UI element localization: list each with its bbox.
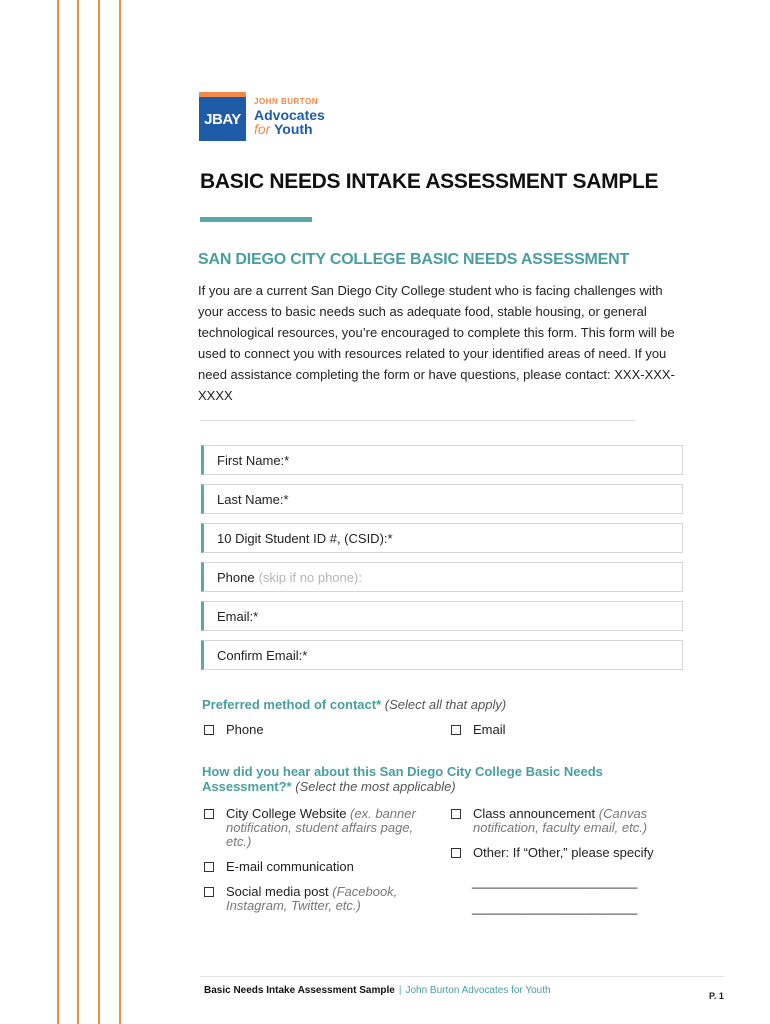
student-id-field[interactable] xyxy=(201,523,683,553)
question-label: Preferred method of contact* xyxy=(202,697,382,712)
referral-option-social[interactable] xyxy=(204,885,414,913)
option-label: E-mail communication xyxy=(226,859,354,874)
option-note: (Facebook, Instagram, Twitter, etc.) xyxy=(226,884,398,913)
checkbox-icon[interactable] xyxy=(451,725,461,735)
other-specify-line[interactable]: ______________________ xyxy=(472,900,638,915)
logo-line-3 xyxy=(254,122,325,136)
footer-doc-name: Basic Needs Intake Assessment Sample xyxy=(204,985,395,996)
section-title: SAN DIEGO CITY COLLEGE BASIC NEEDS ASSESSMENT xyxy=(198,251,630,268)
email-field[interactable] xyxy=(201,601,683,631)
checkbox-icon[interactable] xyxy=(204,809,214,819)
option-label: Other: If “Other,” please specify xyxy=(473,845,654,860)
field-label: 10 Digit Student ID #, (CSID):* xyxy=(217,530,393,546)
logo-mark: JBAY xyxy=(199,92,246,141)
checkbox-icon[interactable] xyxy=(204,887,214,897)
logo-wordmark xyxy=(254,98,325,136)
footer-org: John Burton Advocates for Youth xyxy=(405,985,551,996)
decorative-vertical-line xyxy=(119,0,121,1024)
option-label: Social media post xyxy=(226,884,329,899)
referral-option-email[interactable] xyxy=(204,860,354,874)
checkbox-icon[interactable] xyxy=(451,809,461,819)
option-text xyxy=(226,807,429,849)
confirm-email-field[interactable] xyxy=(201,640,683,670)
document-title: BASIC NEEDS INTAKE ASSESSMENT SAMPLE xyxy=(200,170,659,193)
question-label: How did you hear about this San Diego City College Basic Needs Assessment?* xyxy=(202,764,603,794)
last-name-field[interactable] xyxy=(201,484,683,514)
question-note: (Select all that apply) xyxy=(384,697,507,712)
title-underline xyxy=(200,217,312,222)
referral-option-class[interactable] xyxy=(451,807,676,835)
field-label: Confirm Email:* xyxy=(217,647,308,663)
field-hint: (skip if no phone): xyxy=(258,569,362,585)
logo-line-2: Advocates xyxy=(254,106,325,123)
question-note: (Select the most applicable) xyxy=(295,779,456,794)
option-text xyxy=(473,807,676,835)
option-label: City College Website xyxy=(226,806,347,821)
footer xyxy=(204,985,551,996)
other-specify-line[interactable]: ______________________ xyxy=(472,874,638,889)
field-label: First Name:* xyxy=(217,452,290,468)
contact-option-email[interactable] xyxy=(451,723,506,737)
field-label: Last Name:* xyxy=(217,491,289,507)
footer-separator: | xyxy=(398,985,402,996)
field-label: Email:* xyxy=(217,608,259,624)
jbay-logo xyxy=(199,92,325,141)
logo-line-1: JOHN BURTON xyxy=(254,96,319,106)
logo-for: for xyxy=(254,120,271,137)
checkbox-icon[interactable] xyxy=(204,725,214,735)
section-divider xyxy=(200,420,635,421)
intro-paragraph: If you are a current San Diego City College student who is facing challenges with your access to basic needs such as adequate food, stable housing, or general technological resources, you’re encouraged to complete this form. This form will be used to connect you with resources related to your identified areas of need. If you need assistance completing the form or have questions, please contact: XXX-XXX-XXXX xyxy=(198,283,675,403)
checkbox-icon[interactable] xyxy=(204,862,214,872)
option-label: Class announcement xyxy=(473,806,596,821)
field-label: Phone xyxy=(217,569,255,585)
logo-youth: Youth xyxy=(273,120,313,137)
contact-option-phone[interactable] xyxy=(204,723,264,737)
first-name-field[interactable] xyxy=(201,445,683,475)
option-note: (Canvas notification, faculty email, etc.) xyxy=(473,806,648,835)
referral-option-other[interactable] xyxy=(451,846,654,860)
referral-option-website[interactable] xyxy=(204,807,429,849)
footer-divider xyxy=(200,976,724,977)
phone-field[interactable] xyxy=(201,562,683,592)
contact-method-question xyxy=(202,697,506,712)
option-text xyxy=(226,885,414,913)
checkbox-icon[interactable] xyxy=(451,848,461,858)
page-number: P. 1 xyxy=(709,991,724,1001)
decorative-vertical-line xyxy=(98,0,100,1024)
option-note: (ex. banner notification, student affairs page, etc.) xyxy=(226,806,416,849)
option-label: Email xyxy=(473,722,506,737)
contact-fields xyxy=(201,445,683,679)
option-label: Phone xyxy=(226,722,264,737)
decorative-vertical-line xyxy=(57,0,59,1024)
referral-question xyxy=(202,764,642,794)
decorative-vertical-line xyxy=(77,0,79,1024)
